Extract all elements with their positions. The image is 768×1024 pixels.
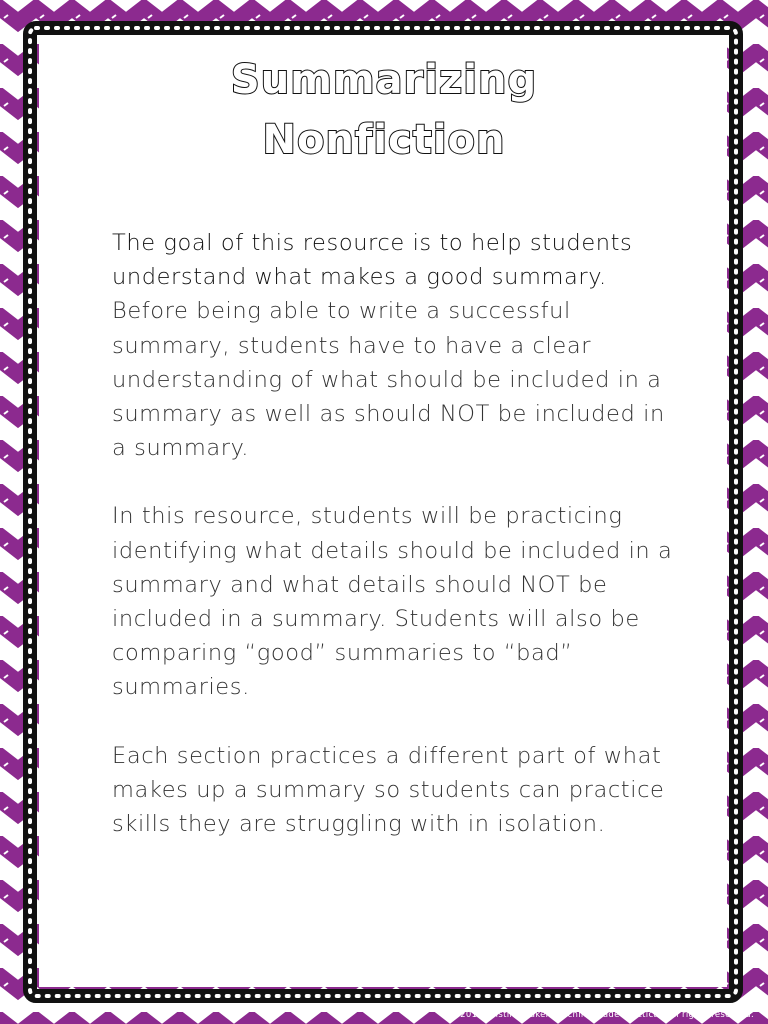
paragraph-3: Each section practices a different part of what makes up a summary so students can practice skills they are struggling with in isolation. [112,742,665,838]
title-line-2: Nonfiction [262,117,506,163]
paragraph-2: In this resource, students will be practicing identifying what details should be included in a summary and what details should NOT be included in a summary. Students will also be comparing “good” summaries to “bad” summaries. [112,503,673,701]
paragraph-1-lead: The goal of this resource is to help students understand what makes a good summary. [112,230,633,291]
paragraph-1 [112,226,682,465]
copyright-notice: © 2017 Kristina Baker Teaching Made Practical. All rights reserved. [448,1010,754,1020]
body-text [112,226,682,875]
page-title [0,50,768,170]
title-line-1: Summarizing [230,57,538,103]
paragraph-1-rest: Before being able to write a successful summary, students have to have a clear understanding of what should be included in a summary as well as should NOT be included in a summary. [112,298,665,462]
